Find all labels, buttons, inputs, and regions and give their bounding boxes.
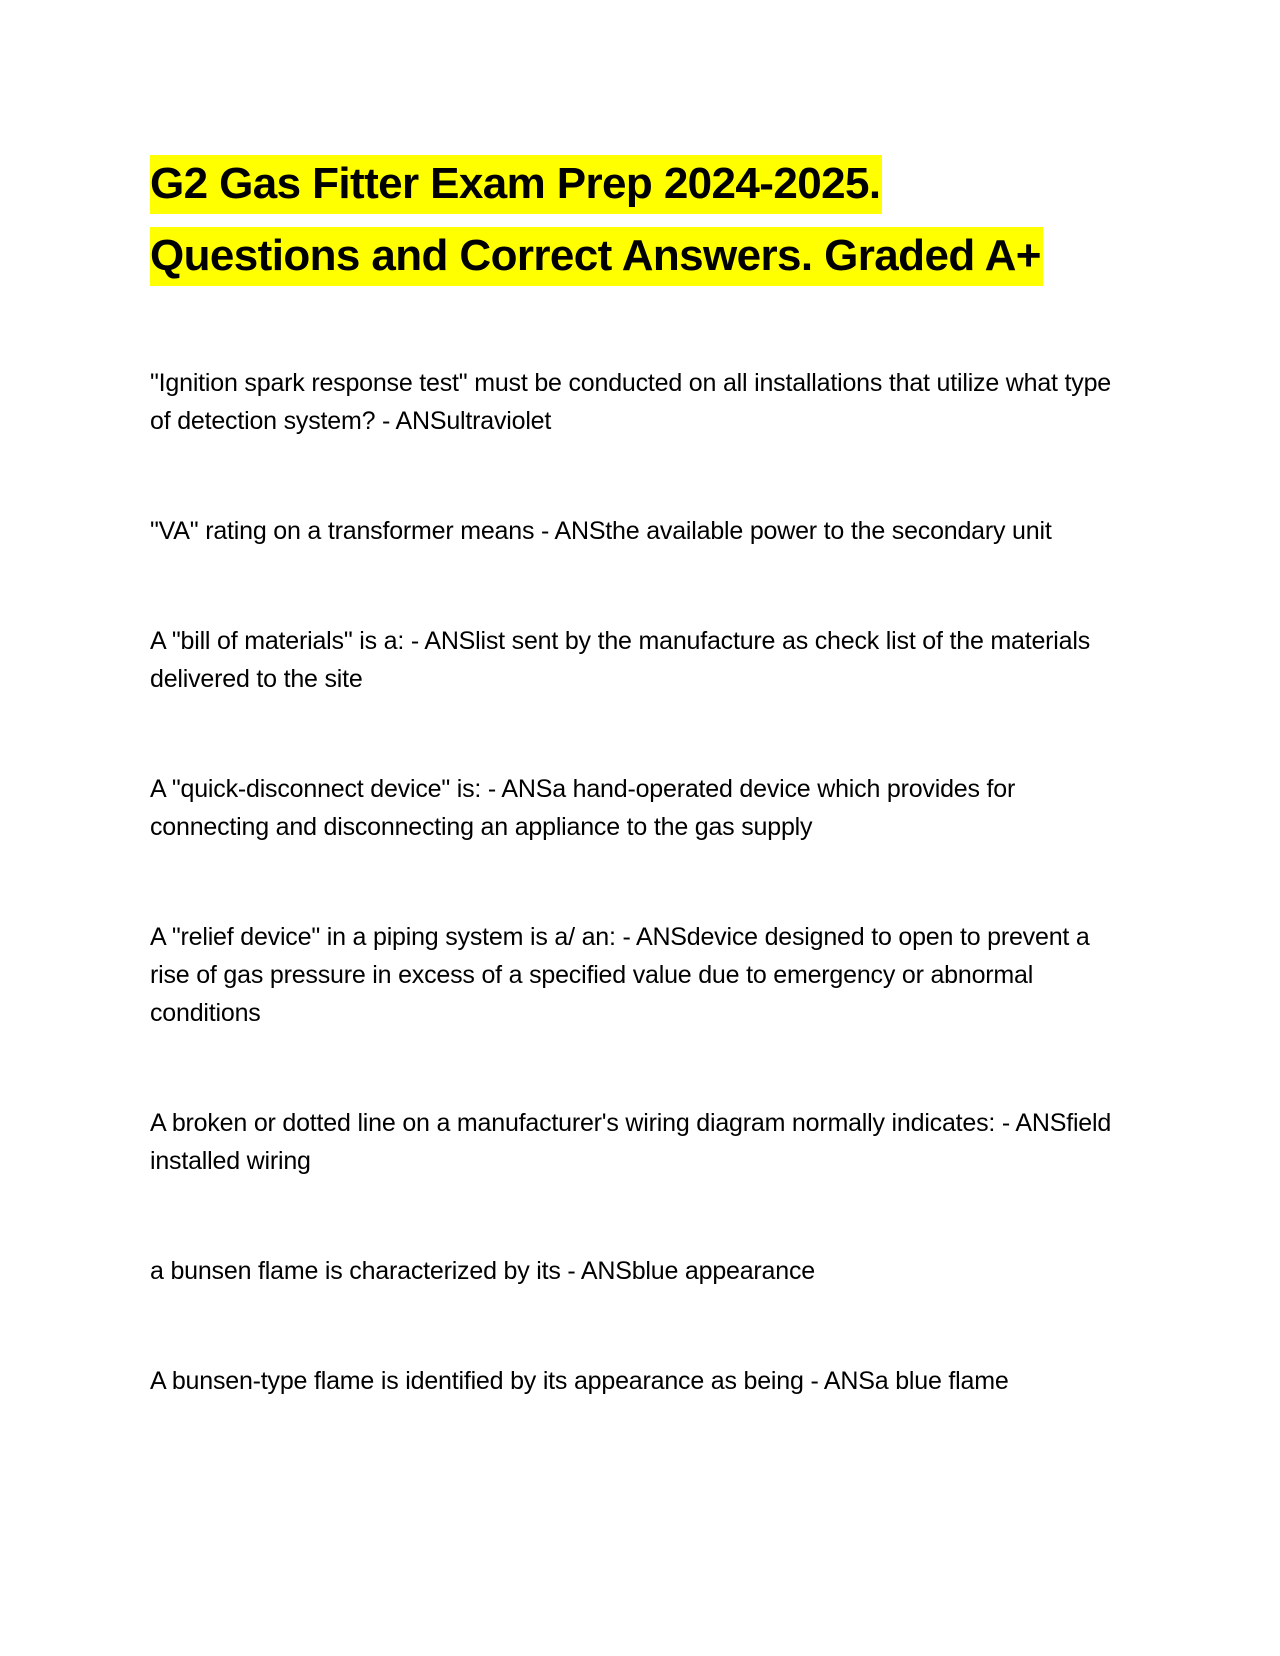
question-answer-item: A bunsen-type flame is identified by its appearance as being - ANSa blue flame [150, 1367, 1009, 1395]
document-title [150, 148, 1130, 292]
question-answer-item: "Ignition spark response test" must be conducted on all installations that utilize what type of detection system? - ANSultraviolet [150, 369, 1112, 435]
document-body [150, 148, 1130, 1400]
question-answer-item: a bunsen flame is characterized by its - ANSblue appearance [150, 1257, 815, 1285]
question-answer-item: "VA" rating on a transformer means - ANSthe available power to the secondary unit [150, 517, 1052, 545]
title-line-2: Questions and Correct Answers. Graded A+ [150, 227, 1043, 286]
question-answer-item: A broken or dotted line on a manufacturer's wiring diagram normally indicates: - ANSfield installed wiring [150, 1109, 1112, 1175]
title-line-1: G2 Gas Fitter Exam Prep 2024-2025. [150, 155, 882, 214]
question-answer-item: A "bill of materials" is a: - ANSlist sent by the manufacture as check list of the materials delivered to the site [150, 627, 1091, 693]
question-answer-item: A "relief device" in a piping system is a/ an: - ANSdevice designed to open to prevent a rise of gas pressure in excess of a specified value due to emergency or abnormal conditions [150, 923, 1090, 1027]
question-answer-list [150, 364, 1130, 1400]
question-answer-item: A "quick-disconnect device" is: - ANSa hand-operated device which provides for connecting and disconnecting an appliance to the gas supply [150, 775, 1016, 841]
